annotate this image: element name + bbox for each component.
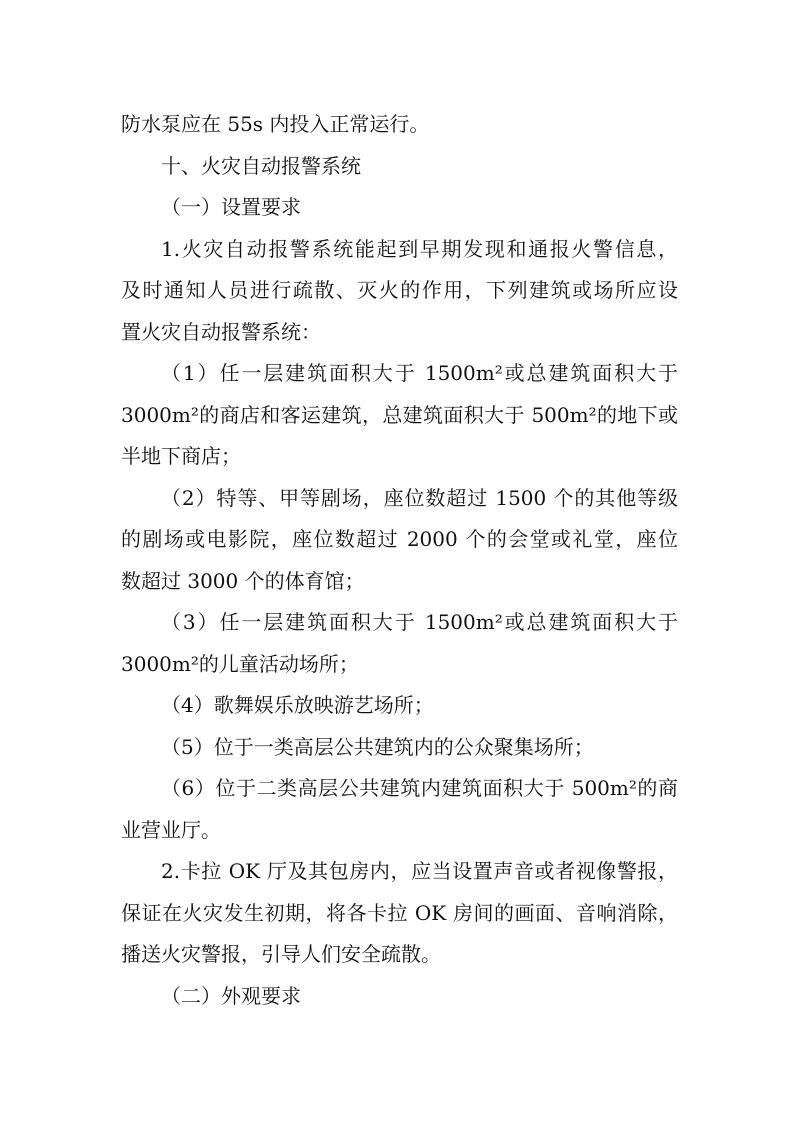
subsection-heading-requirements: （一）设置要求 <box>161 195 301 219</box>
item-5: （5）位于一类高层公共建筑内的公众聚集场所； <box>161 734 594 759</box>
paragraph-1-line-3: 置火灾自动报警系统： <box>121 319 321 344</box>
paragraph-1-line-1: 1.火灾自动报警系统能起到早期发现和通报火警信息， <box>161 236 678 261</box>
item-6-line-2: 业营业厅。 <box>121 817 221 842</box>
document-page <box>121 104 678 1017</box>
item-2-line-2: 的剧场或电影院，座位数超过 2000 个的会堂或礼堂，座位 <box>121 527 678 551</box>
paragraph-2-line-2: 保证在火灾发生初期，将各卡拉 OK 房间的画面、音响消除， <box>121 900 678 925</box>
section-heading-fire-alarm: 十、火灾自动报警系统 <box>161 153 361 178</box>
paragraph-2-line-3: 播送火灾警报，引导人们安全疏散。 <box>121 942 441 966</box>
item-2-line-1: （2）特等、甲等剧场，座位数超过 1500 个的其他等级 <box>161 485 678 510</box>
item-6-line-1: （6）位于二类高层公共建筑内建筑面积大于 500m²的商 <box>161 776 678 800</box>
item-2-line-3: 数超过 3000 个的体育馆； <box>121 568 365 593</box>
item-3-line-2: 3000m²的儿童活动场所； <box>121 651 359 676</box>
item-4: （4）歌舞娱乐放映游艺场所； <box>161 693 434 717</box>
subsection-heading-appearance: （二）外观要求 <box>161 983 301 1008</box>
item-1-line-3: 半地下商店； <box>121 444 241 468</box>
item-3-line-1: （3）任一层建筑面积大于 1500m²或总建筑面积大于 <box>161 610 678 634</box>
paragraph-2-line-1: 2.卡拉 OK 厅及其包房内，应当设置声音或者视像警报， <box>161 859 678 883</box>
item-1-line-2: 3000m²的商店和客运建筑，总建筑面积大于 500m²的地下或 <box>121 402 678 427</box>
body-line-end-prev-paragraph: 防水泵应在 55s 内投入正常运行。 <box>121 112 430 136</box>
paragraph-1-line-2: 及时通知人员进行疏散、灭火的作用，下列建筑或场所应设 <box>121 278 678 302</box>
item-1-line-1: （1）任一层建筑面积大于 1500m²或总建筑面积大于 <box>161 361 678 385</box>
